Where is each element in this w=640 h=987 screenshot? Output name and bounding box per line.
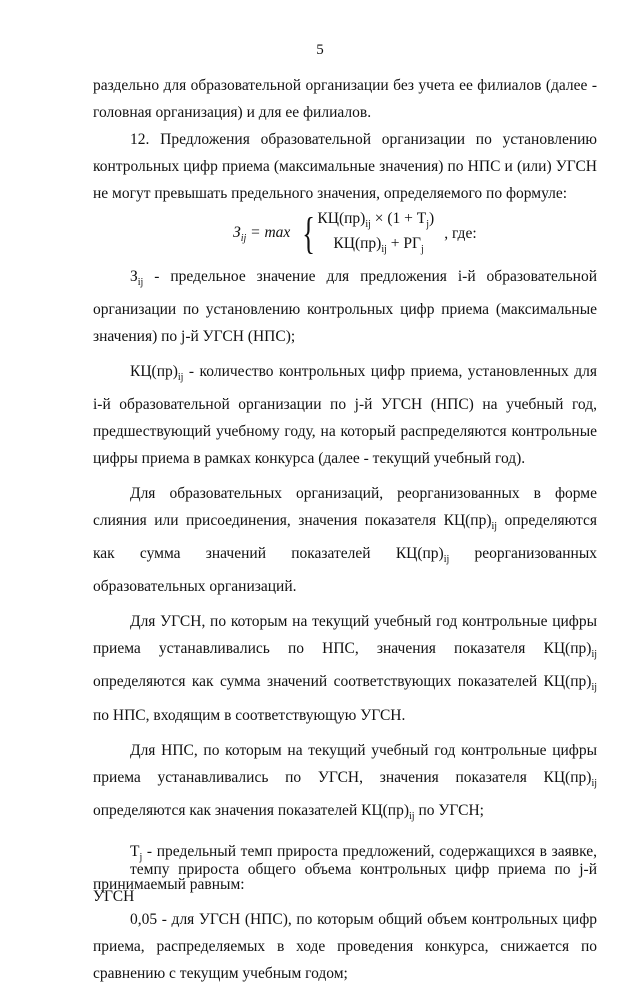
page-number: 5 [316,42,324,58]
formula-lhs: $З_{ij} = \max$ [233,223,291,245]
formula-case-2: $КЦ(пр)_{ij} + РГ_j$ [333,235,424,256]
paragraph-ugsn: Для УГСН, по которым на текущий учебный год контрольные цифры приема устанавливались по НПС, значения показателя $КЦ(пр)_{ij}$ определяются как сумма значений соответствующих показателей $КЦ(пр)_{ij}$ по НПС, входящим в соответствующую УГСН. [93,613,597,724]
paragraph-t-definition: $Т_j$ - предельный темп прироста предложений, содержащихся в заявке, принимаемый равным: [93,842,597,893]
formula-where: , где: [444,225,477,242]
paragraph-rate-growth-wrap [93,856,597,910]
formula-case-1: $КЦ(пр)_{ij} \times (1 + Т_j)$ [317,209,435,230]
paragraph-nps: Для НПС, по которым на текущий учебный год контрольные цифры приема устанавливались по УГСН, значения показателя $КЦ(пр)_{ij}$ определяются как значения показателей $КЦ(пр)_{ij}$ по УГСН; [93,741,597,822]
formula-brace: { [302,209,316,258]
paragraph-continuation: раздельно для образовательной организации без учета ее филиалов (далее - головная организация) и для ее филиалов. [93,77,597,121]
formula-cases [317,209,434,259]
document-body [93,72,597,987]
paragraph-kc-definition: $КЦ(пр)_{ij}$ - количество контрольных цифр приема, установленных для i-й образовательной организации по j-й УГСН (НПС) на учебный год, предшествующий учебному году, на который распределяются контрольные цифры приема в рамках конкурса (далее - текущий учебный год). [93,363,597,468]
paragraph-reorganized: Для образовательных организаций, реорганизованных в форме слияния или присоединения, значения показателя $КЦ(пр)_{ij}$ определяются как сумма значений показателей $КЦ(пр)_{ij}$ реорганизованных образовательных организаций. [93,485,597,596]
paragraph-rate-growth: темпу прироста общего объема контрольных цифр приема по j-й УГСН [93,861,597,905]
paragraph-rate-005: 0,05 - для УГСН (НПС), по которым общий объем контрольных цифр приема, распределяемых в ходе проведения конкурса, снижается по сравнению с текущим учебным годом; [93,910,597,982]
paragraph-item-12: 12. Предложения образовательной организации по установлению контрольных цифр приема (максимальные значения) по НПС и (или) УГСН не могут превышать предельного значения, определяемого по формуле: [93,131,597,202]
paragraph-z-definition: $З_{ij}$ - предельное значение для предложения i-й образовательной организации по установлению контрольных цифр приема (максимальные значения) по j-й УГСН (НПС); [93,268,597,346]
formula [93,211,597,257]
